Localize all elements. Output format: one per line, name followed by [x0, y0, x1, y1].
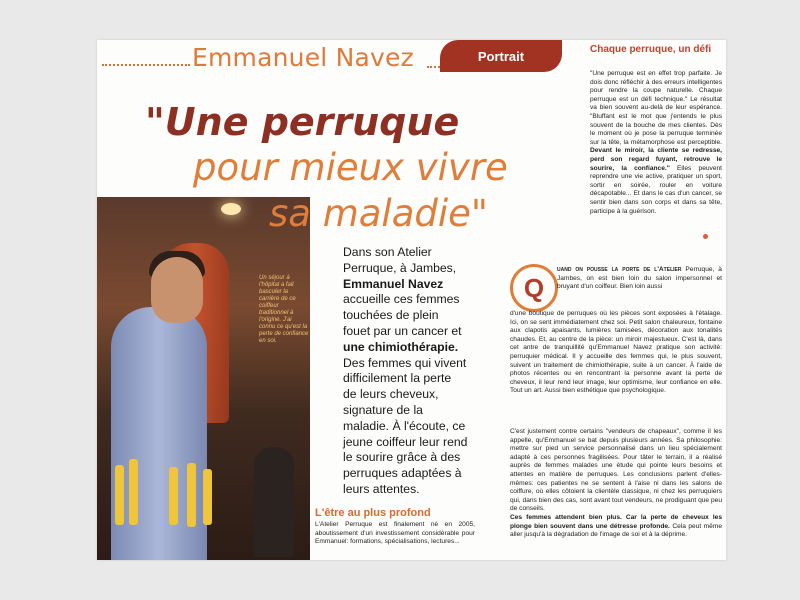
- candle: [129, 459, 138, 525]
- article-paragraph-2: C'est justement contre certains "vendeurs de chapeaux", comme il les appelle, qu'Emmanuel se bat depuis plusieurs années. Sa philosophie: mettre sur pied un service personnalisé dans un lieu spécialement adapté à ces personnes fragilisées. Pour tâter le terrain, il a réalisé auprès de femmes malades une étude qui pointe leurs besoins et attentes en matière de perruques. Les conclusions parlent d'elles-mêmes: ces patientes ne se sentent à l'aise ni dans les salons de coiffure, où elles côtoient la clientèle classique, ni chez les perruquiers qui, dans bien des cas, sont avant tout vendeurs, ne prodiguant que peu de conseils. Ces femmes attendent bien plus. Car la perte de cheveux les plonge bien souvent dans une détresse profonde. Cela peut même aller jusqu'à la dégradation de l'image de soi et à la déprime.: [510, 428, 722, 539]
- portrait-photo: [97, 197, 310, 560]
- sidebar-heading: Chaque perruque, un défi: [590, 44, 712, 55]
- section-tag: Portrait: [440, 40, 562, 72]
- photo-caption: Un séjour à l'hôpital a fait basculer la carrière de ce coiffeur traditionnel à l'origine. J'ai connu ce qu'est la perte de confiance en soi.: [259, 275, 309, 344]
- headline-line-1: "Une perruque: [145, 100, 460, 144]
- dotted-rule: [102, 64, 190, 66]
- candle: [203, 469, 212, 525]
- article-opening: uand on pousse la porte de l'Atelier Perruque, à Jambes, on est bien loin du salon impersonnel et bruyant d'un coiffeur. Bien loin aussi: [557, 266, 722, 291]
- section-text: L'Atelier Perruque est finalement né en 2005, aboutissement d'un investissement considérable pour Emmanuel: formations, spécialisations, lectures...: [315, 521, 475, 546]
- lead-paragraph: Dans son Atelier Perruque, à Jambes, Emmanuel Navez accueille ces femmes touchées de plein fouet par un cancer et une chimiothérapie. Des femmes qui vivent difficilement la perte de leurs cheveux, signature de la maladie. À l'écoute, ce jeune coiffeur leur rend le sourire grâce à des perruques adaptées à leurs attentes.: [343, 245, 468, 496]
- client-figure: [254, 447, 294, 557]
- headline-line-2: pour mieux vivre: [193, 146, 508, 189]
- candle: [187, 463, 196, 527]
- section-heading: L'être au plus profond: [315, 507, 431, 519]
- ceiling-light: [221, 203, 241, 215]
- sidebar-text: "Une perruque est en effet trop parfaite. Je dois donc réfléchir à des erreurs intelligentes pour rendre la coupe naturelle. Chaque perruque est un défi technique." Le résultat va bien souvent au-delà de leur espérance. "Bluffant est le mot que j'entends le plus souvent de la bouche de mes clientes. Dès le moment où je pose la perruque terminée sur la tête, la métamorphose est perceptible. Devant le miroir, la cliente se redresse, perd son regard fuyant, retrouve le sourire, la confiance." Elles peuvent reprendre une vie active, pratiquer un sport, sortir en soirée, rouler en voiture décapotable... Et dans le cas d'un cancer, se sentir bien dans son corps et dans sa tête, participe à la guérison.: [590, 70, 722, 215]
- drop-cap: Q: [510, 264, 558, 312]
- candle: [115, 465, 124, 525]
- article-paragraph-1: d'une boutique de perruques où les pièces sont exposées à l'étalage. Ici, on se sent immédiatement chez soi. Petit salon chaleureux, fontaine aux clapotis apaisants, lumières tamisées, décoration aux tonalités chaudes. Et, au centre de la pièce: un miroir majestueux. C'est là, dans cet antre de tranquillité qu'Emmanuel Navez pratique son activité: perruquier médical. Il y accueille des femmes qui, le plus souvent, suivent un traitement de chimiothérapie, suite à un cancer. À l'aide de photos récentes ou en rencontrant la personne avant la perte de cheveux, il leur rend leur image, leur optimisme, leur confiance en elle. Tout un art. Aussi bien esthétique que psychologique.: [510, 310, 722, 395]
- subject-name: Emmanuel Navez: [192, 43, 414, 72]
- candle: [169, 467, 178, 525]
- end-mark-icon: [703, 234, 708, 239]
- headline-line-3: sa maladie": [269, 192, 488, 235]
- magazine-page: [97, 40, 726, 560]
- hairdresser-head: [151, 257, 203, 323]
